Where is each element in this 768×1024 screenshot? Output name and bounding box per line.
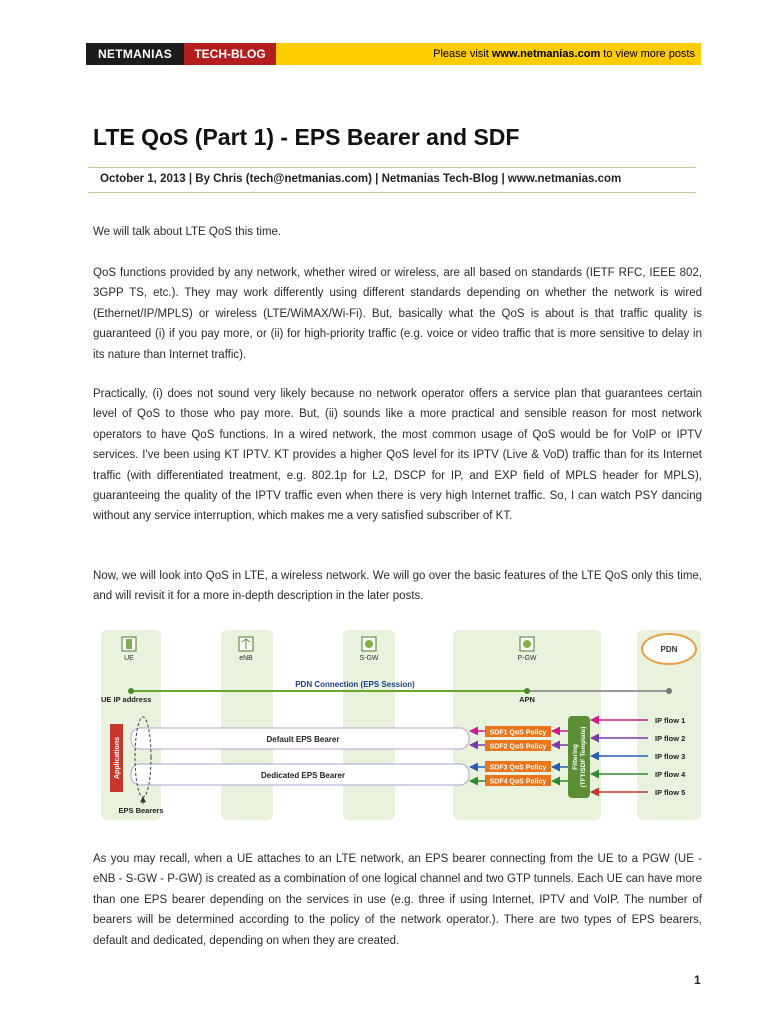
paragraph-qos-functions: QoS functions provided by any network, whether wired or wireless, are all based on standards (IETF RFC, IEEE 802, 3GPP TS, etc.). They may work differently using different standards depending on whether the network is wired (Ethernet/IP/MPLS) or wireless (LTE/WiMAX/Wi-Fi). But, basically what the QoS is about is that traffic quality is guaranteed (i) if you pay more, or (ii) for high-priority traffic (e.g. voice or video traffic that is more sensitive to delay in its nature than Internet traffic).	[93, 267, 702, 361]
ue-icon	[122, 637, 136, 651]
pdn-dot	[666, 688, 672, 694]
ip-flow-5-label: IP flow 5	[655, 788, 686, 797]
sdf3-policy	[485, 761, 551, 772]
apn-label: APN	[519, 695, 535, 704]
visit-notice: Please visit www.netmanias.com to view more posts	[433, 48, 695, 60]
byline-divider-top	[88, 167, 696, 168]
apn-dot	[524, 688, 530, 694]
netmanias-link[interactable]: www.netmanias.com	[491, 48, 601, 60]
sdf2-policy	[485, 740, 551, 751]
default-bearer-label: Default EPS Bearer	[266, 735, 340, 744]
ip-flow-2-label: IP flow 2	[655, 734, 686, 743]
paragraph-practically: Practically, (i) does not sound very likely because no network operator offers a service plan that guarantees certain level of QoS to those who pay more. But, (ii) sounds like a more practical and sensible reason for most network operators to have QoS functions. In a wired network, the most common usage of QoS would be for VoIP or IPTV services. I've been using KT IPTV. KT provides a higher QoS level for its IPTV (Live & VoD) traffic than for its Internet traffic (with differentiated treatment, e.g. 802.1p for L2, DSCP for IP, and EXP field of MPLS header for MPLS), guaranteeing the quality of the IPTV traffic even when there is very high Internet traffic. So, I can watch PSY dancing without any service interruption, which makes me a very satisfied subscriber of KT.	[93, 388, 702, 523]
sdf4-policy	[485, 775, 551, 786]
svg-text:SDF2 QoS Policy: SDF2 QoS Policy	[489, 743, 547, 751]
ue-ip-label: UE IP address	[101, 695, 152, 704]
pdn-label: PDN	[660, 645, 678, 654]
pgw-icon	[520, 637, 534, 651]
node-label-ue: UE	[124, 655, 134, 662]
article-title: LTE QoS (Part 1) - EPS Bearer and SDF	[93, 124, 520, 150]
ip-flow-4-label: IP flow 4	[655, 770, 686, 779]
node-label-enb: eNB	[239, 655, 253, 662]
paragraph-eps-bearer: As you may recall, when a UE attaches to an LTE network, an EPS bearer connecting from the UE to a PGW (UE - eNB - S-GW - P-GW) is created as a combination of one logical channel and two GTP tunnels. Each UE can have more than one EPS bearer depending on the services in use (e.g. three if using Internet, IPTV and VoIP. The number of bearers will be determined according to the policy of the network operator.). There are two types of EPS bearers, default and dedicated, depending on when they are created.	[93, 853, 702, 947]
svg-text:SDF3 QoS Policy: SDF3 QoS Policy	[489, 764, 547, 772]
svg-text:SDF4 QoS Policy: SDF4 QoS Policy	[489, 778, 547, 786]
filtering-label: Filtering	[572, 744, 579, 770]
ip-flow-1-label: IP flow 1	[655, 716, 686, 725]
enb-icon	[239, 637, 253, 651]
ip-flow-3-label: IP flow 3	[655, 752, 686, 761]
paragraph-lte-qos: Now, we will look into QoS in LTE, a wireless network. We will go over the basic features of the LTE QoS only this time, and will revisit it for a more in-depth description in the later posts.	[93, 570, 702, 603]
filtering-template-label: (TFT/SDF Template)	[580, 726, 587, 788]
node-label-sgw: S-GW	[359, 655, 379, 662]
brand-label: NETMANIAS	[86, 43, 184, 65]
svg-text:SDF1 QoS Policy: SDF1 QoS Policy	[489, 729, 547, 737]
node-label-pgw: P-GW	[517, 655, 537, 662]
sgw-icon	[362, 637, 376, 651]
ue-ip-dot	[128, 688, 134, 694]
dedicated-bearer-label: Dedicated EPS Bearer	[260, 771, 346, 780]
paragraph-intro: We will talk about LTE QoS this time.	[93, 226, 282, 238]
eps-bearers-label: EPS Bearers	[118, 806, 164, 815]
byline-divider-bottom	[88, 192, 696, 193]
blog-header-bar	[86, 43, 701, 65]
applications-label: Applications	[114, 736, 121, 780]
eps-bearer-diagram	[93, 630, 703, 820]
article-byline: October 1, 2013 | By Chris (tech@netmanias.com) | Netmanias Tech-Blog | www.netmanias.com	[100, 173, 622, 185]
sdf1-policy	[485, 726, 551, 737]
pdn-connection-label: PDN Connection (EPS Session)	[295, 680, 415, 689]
section-label: TECH-BLOG	[184, 43, 276, 65]
page-number: 1	[694, 973, 701, 987]
